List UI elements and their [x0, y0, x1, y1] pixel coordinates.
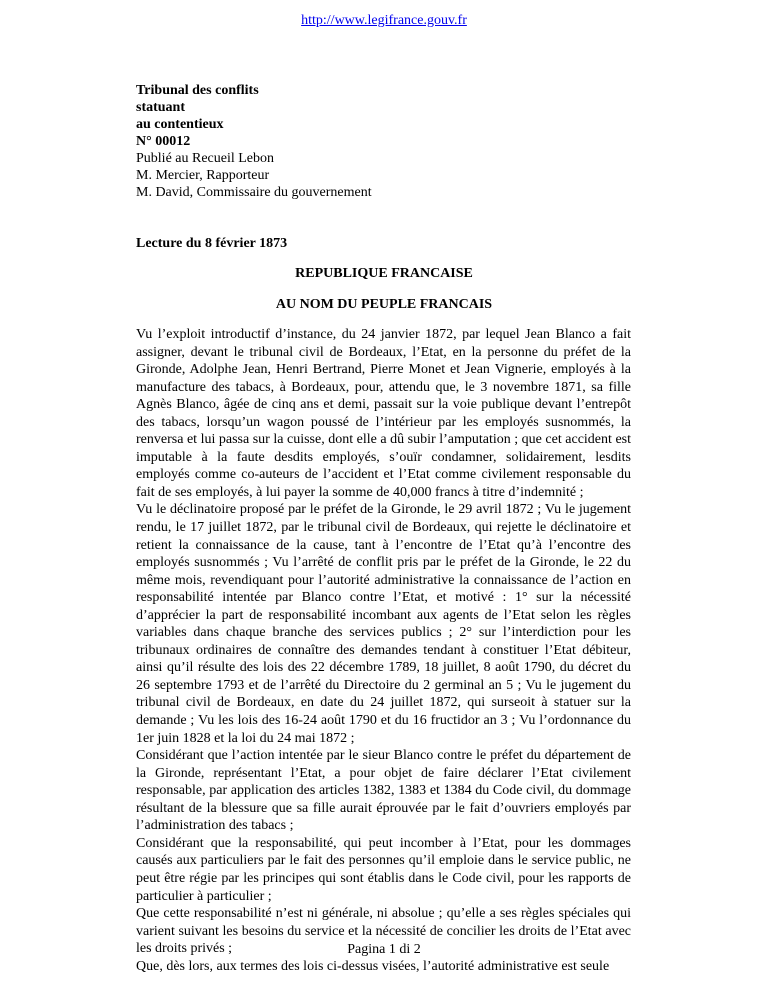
reading-date: Lecture du 8 février 1873	[136, 236, 288, 251]
decision-metadata	[136, 82, 372, 201]
court-name: Tribunal des conflits	[136, 83, 259, 98]
republic-heading: REPUBLIQUE FRANCAISE	[295, 266, 473, 281]
legifrance-link[interactable]: http://www.legifrance.gouv.fr	[301, 13, 467, 28]
paragraph: Vu le déclinatoire proposé par le préfet de la Gironde, le 29 avril 1872 ; Vu le jugement rendu, le 17 juillet 1872, par le tribunal civil de Bordeaux, qui rejette le déclinatoire et retient la connaissance de la cause, tant à l’encontre de l’Etat qu’à l’encontre des employés susnommés ; Vu l’arrêté de conflit pris par le préfet de la Gironde, le 22 du même mois, revendiquant pour l’autorité administrative la connaissance de l’action en responsabilité intentée par Blanco contre l’Etat, et motivé : 1° sur la nécessité d’apprécier la part de responsabilité incombant aux agents de l’Etat selon les règles variables dans chaque branche des services publics ; 2° sur l’interdiction pour les tribunaux ordinaires de connaître des demandes tendant à constituer l’Etat débiteur, ainsi qu’il résulte des lois des 22 décembre 1789, 18 juillet, 8 août 1790, du décret du 26 septembre 1793 et de l’arrêté du Directoire du 2 germinal an 5 ; Vu le jugement du tribunal civil de Bordeaux, en date du 24 juillet 1872, qui surseoit à statuer sur la demande ; Vu les lois des 16-24 août 1790 et du 16 fructidor an 3 ; Vu l’ordonnance du 1er juin 1828 et la loi du 24 mai 1872 ;	[136, 502, 631, 746]
page-number: Pagina 1 di 2	[347, 942, 421, 957]
page-header	[0, 12, 768, 29]
court-formation: statuant	[136, 100, 186, 115]
paragraph: Que, dès lors, aux termes des lois ci-dessus visées, l’autorité administrative est seule	[136, 958, 610, 974]
government-commissioner: M. David, Commissaire du gouvernement	[136, 185, 372, 200]
decision-body	[136, 326, 631, 975]
court-formation-type: au contentieux	[136, 117, 224, 132]
paragraph: Que cette responsabilité n’est ni générale, ni absolue ; qu’elle a ses règles spéciales qui varient suivant les besoins du service et la nécessité de concilier les droits de l’Etat avec les droits privés ;	[136, 906, 631, 957]
people-heading: AU NOM DU PEUPLE FRANCAIS	[275, 297, 493, 312]
publication-info: Publié au Recueil Lebon	[136, 151, 275, 166]
paragraph: Considérant que la responsabilité, qui peut incomber à l’Etat, pour les dommages causés aux particuliers par le fait des personnes qu’il emploie dans le service public, ne peut être régie par les principes qui sont établis dans le Code civil, pour les rapports de particulier à particulier ;	[136, 835, 631, 904]
paragraph: Considérant que l’action intentée par le sieur Blanco contre le préfet du département de la Gironde, représentant l’Etat, a pour objet de faire déclarer l’Etat civilement responsable, par application des articles 1382, 1383 et 1384 du Code civil, du dommage résultant de la blessure que sa fille aurait éprouvée par le fait d’ouvriers employés par l’administration des tabacs ;	[136, 748, 631, 834]
decision-number: N° 00012	[136, 134, 191, 149]
rapporteur: M. Mercier, Rapporteur	[136, 168, 270, 183]
paragraph: Vu l’exploit introductif d’instance, du 24 janvier 1872, par lequel Jean Blanco a fait assigner, devant le tribunal civil de Bordeaux, l’Etat, en la personne du préfet de la Gironde, Adolphe Jean, Henri Bertrand, Pierre Monet et Jean Vignerie, employés à la manufacture des tabacs, à Bordeaux, pour, attendu que, le 3 novembre 1871, sa fille Agnès Blanco, âgée de cinq ans et demi, passait sur la voie publique devant l’entrepôt des tabacs, lorsqu’un wagon poussé de l’intérieur par les employés susnommés, la renversa et lui passa sur la cuisse, dont elle a dû subir l’amputation ; que cet accident est imputable à la faute desdits employés, s’ouïr condamner, solidairement, lesdits employés comme co-auteurs de l’accident et l’Etat comme civilement responsable du fait de ses employés, à lui payer la somme de 40,000 francs à titre d’indemnité ;	[136, 327, 631, 500]
